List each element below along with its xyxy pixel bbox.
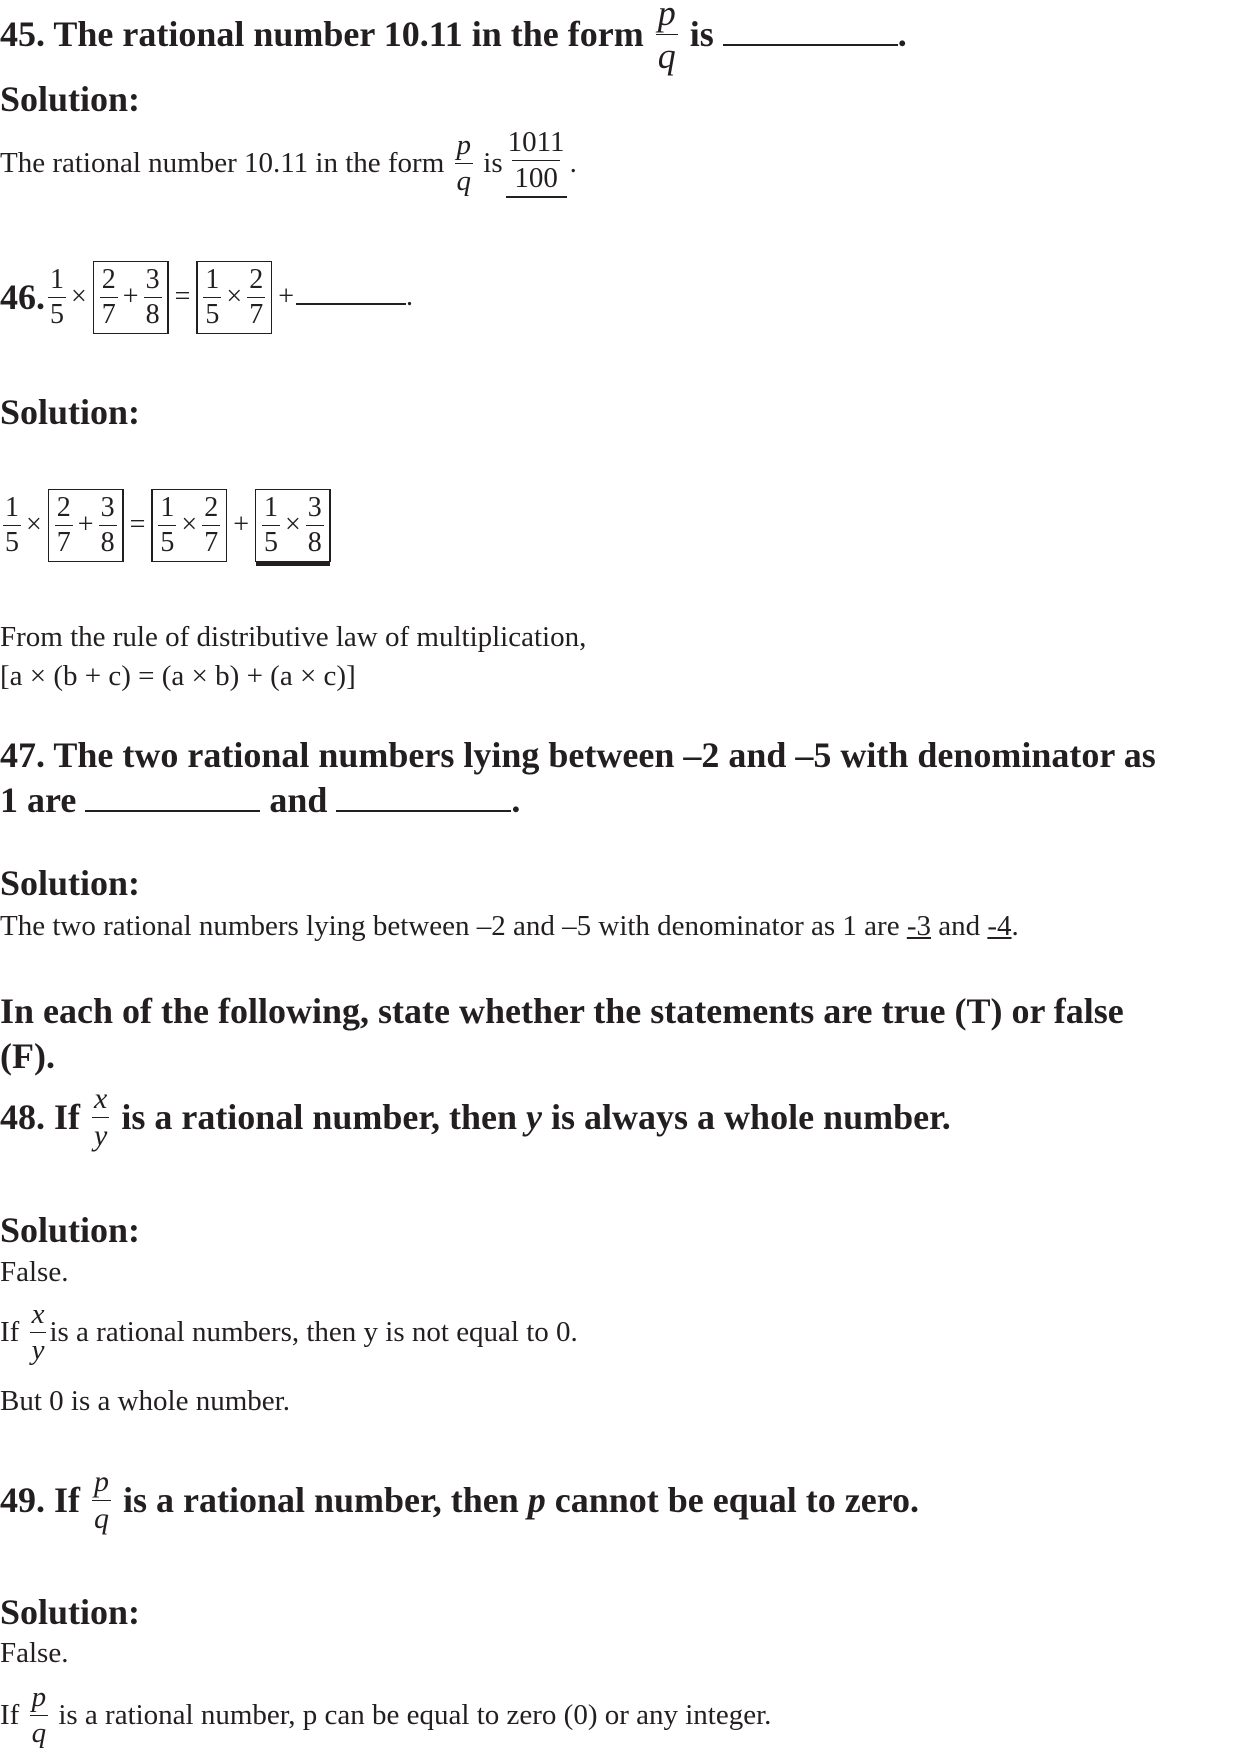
fraction <box>100 263 118 330</box>
fraction <box>55 491 73 558</box>
bracket <box>48 489 124 562</box>
denominator: 5 <box>263 526 278 558</box>
operator: × <box>181 509 198 540</box>
denominator: 5 <box>50 298 64 330</box>
denominator: y <box>94 1118 108 1152</box>
fraction <box>99 491 117 558</box>
solution-45-text <box>0 126 577 197</box>
punctuation: . <box>511 780 521 820</box>
denominator: 8 <box>100 526 115 558</box>
solution-46-equation <box>0 491 335 558</box>
answer-bracket-underlined <box>255 489 331 562</box>
question-text: 49. If <box>0 1480 80 1520</box>
operator: × <box>26 509 42 540</box>
answer-text: is <box>483 146 503 179</box>
operator: × <box>284 509 301 540</box>
distributive-law: [a × (b + c) = (a × b) + (a × c)] <box>0 659 356 692</box>
operator: + <box>233 509 249 540</box>
operator: + <box>77 509 94 540</box>
numerator: p <box>94 1464 109 1498</box>
denominator: 5 <box>160 526 175 558</box>
denominator: q <box>456 164 472 197</box>
fraction <box>262 491 280 558</box>
punctuation: . <box>897 14 907 54</box>
numerator: 1 <box>5 491 19 523</box>
operator: × <box>71 281 87 312</box>
question-46 <box>0 263 413 330</box>
question-text: is always a whole number. <box>551 1097 951 1137</box>
numerator: 3 <box>145 263 160 295</box>
denominator: 7 <box>56 526 71 558</box>
fraction-p-over-q <box>30 1680 49 1749</box>
operator: = <box>174 281 191 312</box>
fraction-x-over-y <box>30 1297 47 1366</box>
denominator: y <box>31 1333 45 1366</box>
bracket <box>93 261 169 334</box>
fraction <box>202 491 220 558</box>
operator: = <box>129 509 146 540</box>
fraction-p-over-q <box>92 1464 111 1535</box>
denominator: 8 <box>145 298 160 330</box>
fraction <box>144 263 162 330</box>
answer-blank <box>85 788 260 812</box>
solution-heading: Solution: <box>0 1210 141 1250</box>
numerator: 1 <box>205 263 220 295</box>
question-text: cannot be equal to zero. <box>554 1480 920 1520</box>
answer-text: and <box>938 909 981 942</box>
solution-48-text <box>0 1297 578 1366</box>
answer-blank <box>296 289 406 305</box>
denominator: q <box>94 1501 109 1535</box>
answer-text: If <box>0 1315 20 1348</box>
answer-value: -4 <box>987 909 1012 942</box>
fraction-x-over-y <box>92 1081 109 1152</box>
solution-heading: Solution: <box>0 79 141 119</box>
variable: y <box>526 1097 543 1137</box>
operator: + <box>278 281 294 312</box>
question-45 <box>0 0 907 76</box>
fraction <box>203 263 221 330</box>
numerator: p <box>456 128 472 161</box>
numerator: p <box>31 1680 47 1713</box>
question-text: is a rational number, then <box>121 1097 518 1137</box>
numerator: 1 <box>160 491 175 523</box>
fraction-p-over-q <box>455 128 474 197</box>
punctuation: . <box>569 146 577 179</box>
fraction <box>48 263 66 330</box>
numerator: 1011 <box>507 126 565 158</box>
bracket <box>196 261 272 334</box>
question-number: 46. <box>0 277 45 317</box>
question-text: is a rational number, then <box>123 1480 519 1520</box>
fraction <box>306 491 324 558</box>
answer-text: is a rational number, p can be equal to zero (0) or any integer. <box>58 1698 772 1731</box>
denominator: 7 <box>101 298 116 330</box>
denominator: q <box>31 1716 47 1749</box>
denominator: 5 <box>205 298 220 330</box>
question-48 <box>0 1081 951 1152</box>
question-47-line1: 47. The two rational numbers lying between –2 and –5 with denominator as <box>0 735 1156 775</box>
solution-47-text <box>0 896 1019 956</box>
fraction <box>158 491 176 558</box>
denominator: 100 <box>514 162 558 194</box>
question-text: 45. The rational number 10.11 in the form <box>0 14 644 54</box>
question-49 <box>0 1464 920 1535</box>
question-47-line2 <box>0 770 520 830</box>
numerator: x <box>31 1297 45 1330</box>
answer-value: -3 <box>906 909 931 942</box>
numerator: 2 <box>56 491 71 523</box>
denominator: q <box>657 35 676 76</box>
answer-fraction <box>506 128 567 198</box>
fraction <box>247 263 265 330</box>
denominator: 5 <box>5 526 19 558</box>
answer-blank <box>336 788 511 812</box>
solution-heading: Solution: <box>0 392 141 432</box>
question-text: 48. If <box>0 1097 80 1137</box>
answer-blank <box>723 22 898 46</box>
fraction <box>3 491 21 558</box>
operator: + <box>122 281 139 312</box>
fraction-p-over-q <box>656 0 678 74</box>
punctuation: . <box>1011 909 1019 942</box>
solution-heading: Solution: <box>0 1592 141 1632</box>
numerator: 3 <box>100 491 115 523</box>
denominator: 8 <box>307 526 322 558</box>
numerator: 2 <box>204 491 219 523</box>
answer-text: is a rational numbers, then y is not equal to 0. <box>49 1315 578 1348</box>
numerator: p <box>657 0 676 33</box>
answer-text: The rational number 10.11 in the form <box>0 146 445 179</box>
numerator: 2 <box>249 263 264 295</box>
instruction-line2: (F). <box>0 1036 55 1076</box>
bracket <box>151 489 227 562</box>
solution-49-text <box>0 1680 772 1749</box>
denominator: 7 <box>204 526 219 558</box>
equation <box>45 261 413 334</box>
numerator: 2 <box>101 263 116 295</box>
numerator: 1 <box>263 491 278 523</box>
verdict: False. <box>0 1255 69 1288</box>
rule-text: From the rule of distributive law of multiplication, <box>0 620 587 653</box>
operator: × <box>226 281 243 312</box>
numerator: x <box>94 1081 108 1115</box>
solution-heading: Solution: <box>0 863 141 903</box>
question-text: and <box>269 780 328 820</box>
numerator: 3 <box>307 491 322 523</box>
answer-text: The two rational numbers lying between –2 and –5 with denominator as 1 are <box>0 909 900 942</box>
question-text: is <box>689 14 714 54</box>
instruction-line1: In each of the following, state whether the statements are true (T) or false <box>0 991 1124 1031</box>
solution-48-note: But 0 is a whole number. <box>0 1384 290 1417</box>
numerator: 1 <box>50 263 64 295</box>
punctuation: . <box>405 281 413 312</box>
verdict: False. <box>0 1636 69 1669</box>
answer-text: If <box>0 1698 20 1731</box>
denominator: 7 <box>249 298 264 330</box>
variable: p <box>527 1480 546 1520</box>
question-text: 1 are <box>0 780 77 820</box>
